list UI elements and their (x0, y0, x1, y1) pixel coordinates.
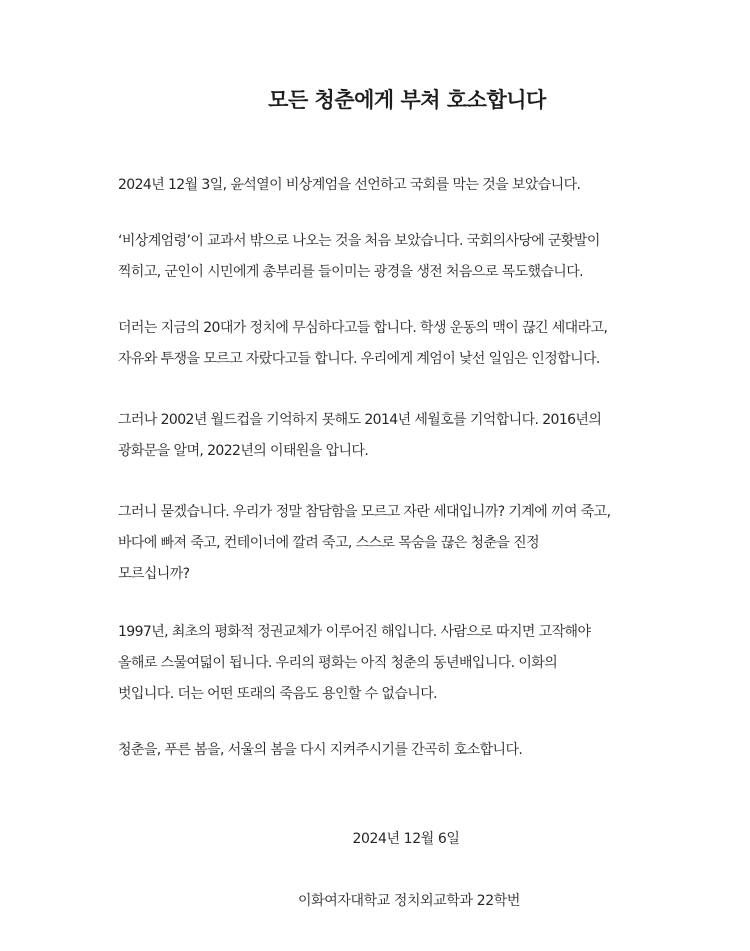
document-date: 2024년 12월 6일 (352, 831, 460, 847)
paragraph-4 (118, 405, 718, 467)
paragraph-line: 광화문을 알며, 2022년의 이태원을 압니다. (118, 443, 369, 459)
document-signature: 이화여자대학교 정치외교학과 22학번 (298, 893, 520, 909)
paragraph-line: 모르십니까? (118, 566, 190, 582)
paragraph-line: 벗입니다. 더는 어떤 또래의 죽음도 용인할 수 없습니다. (118, 686, 437, 702)
paragraph-1 (118, 170, 718, 201)
paragraph-line: 자유와 투쟁을 모르고 자랐다고들 합니다. 우리에게 계엄이 낯선 일임은 인정합니다. (118, 351, 600, 367)
paragraph-line: 올해로 스물여덟이 됩니다. 우리의 평화는 아직 청춘의 동년배입니다. 이화의 (118, 655, 558, 671)
paragraph-line: 그러니 묻겠습니다. 우리가 정말 참담함을 모르고 자란 세대입니까? 기계에 끼여 죽고, (118, 504, 611, 520)
paragraph-line: 청춘을, 푸른 봄을, 서울의 봄을 다시 지켜주시기를 간곡히 호소합니다. (118, 742, 523, 758)
paragraph-7 (118, 735, 718, 766)
paragraph-line: 1997년, 최초의 평화적 정권교체가 이루어진 해입니다. 사람으로 따지면 고작해야 (118, 624, 591, 640)
paragraph-2 (118, 226, 718, 288)
paragraph-line: 더러는 지금의 20대가 정치에 무심하다고들 합니다. 학생 운동의 맥이 끊긴 세대라고, (118, 320, 608, 336)
paragraph-line: 찍히고, 군인이 시민에게 총부리를 들이미는 광경을 생전 처음으로 목도했습니다. (118, 264, 583, 280)
paragraph-6 (118, 617, 718, 710)
document-title: 모든 청춘에게 부쳐 호소합니다 (268, 88, 546, 112)
paragraph-5 (118, 497, 718, 590)
paragraph-line: ‘비상계엄령’이 교과서 밖으로 나오는 것을 처음 보았습니다. 국회의사당에 군홧발이 (118, 233, 600, 249)
paragraph-line: 그러나 2002년 월드컵을 기억하지 못해도 2014년 세월호를 기억합니다. 2016년의 (118, 412, 602, 428)
paragraph-line: 2024년 12월 3일, 윤석열이 비상계엄을 선언하고 국회를 막는 것을 보았습니다. (118, 177, 581, 193)
paragraph-line: 바다에 빠져 죽고, 컨테이너에 깔려 죽고, 스스로 목숨을 끊은 청춘을 진정 (118, 535, 539, 551)
paragraph-3 (118, 313, 718, 375)
